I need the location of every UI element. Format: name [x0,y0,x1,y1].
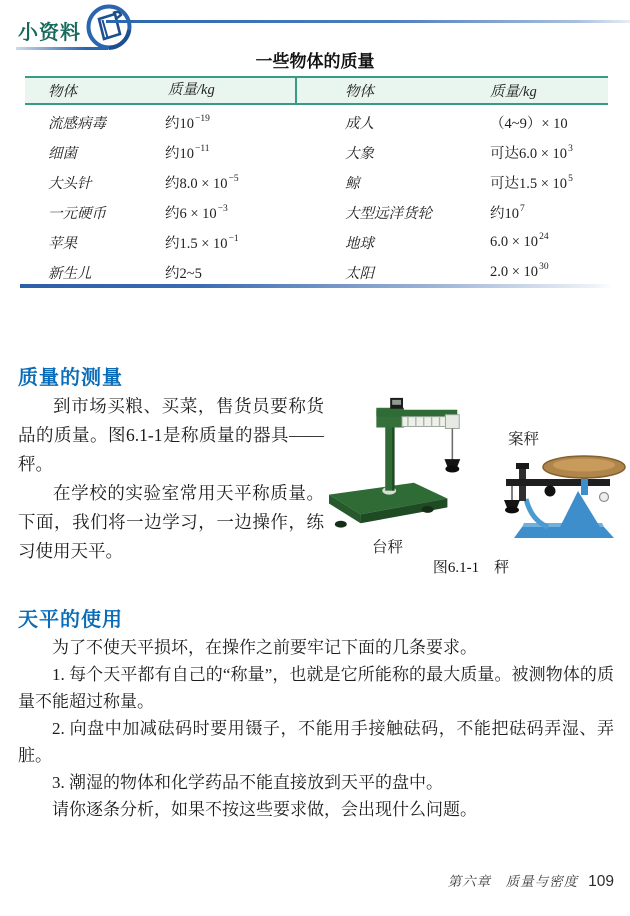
table-cell-object: 一元硬币 [48,205,106,222]
table-cell-mass: 约$1.5 \times 10^{-1}$ [165,233,239,252]
section-heading-mass-measurement: 质量的测量 [18,366,123,389]
table-cell-mass: 约$10^7$ [490,203,525,222]
table-cell-object: 细菌 [48,145,77,162]
table-cell-object: 苹果 [48,235,77,252]
column-header: 物体 [345,84,374,100]
section-2-text [18,634,614,823]
table-row [25,107,608,137]
table-row [25,167,608,197]
table-cell-object: 鲸 [345,175,360,192]
table-cell-mass: 约$6 \times 10^{-3}$ [165,203,228,222]
platform-scale-image [326,390,480,540]
column-header: 物体 [48,84,77,100]
mass-table-rows [25,105,608,287]
table-cell-mass: 约$8.0 \times 10^{-5}$ [165,173,239,192]
table-cell-mass: 约2~5 [165,265,202,282]
paragraph: 2. 向盘中加减砝码时要用镊子，不能用手接触砝码，不能把砝码弄湿、弄脏。 [18,719,614,765]
paragraph: 为了不使天平损坏，在操作之前要牢记下面的几条要求。 [52,638,477,657]
booklet-icon [86,4,132,50]
table-row [25,137,608,167]
table-title: 一些物体的质量 [255,52,375,71]
column-header: 质量/kg [490,84,537,100]
section-1-text [18,392,324,566]
table-cell-mass: 可达$1.5 \times 10^5$ [490,173,573,192]
table-header-row [25,76,608,105]
column-header: 质量/kg [145,78,297,103]
table-cell-mass: 约$10^{-19}$ [165,113,210,132]
table-row [25,197,608,227]
section-divider-line [20,284,612,288]
paragraph: 到市场买粮、买菜，售货员要称货品的质量。图6.1-1是称质量的器具——秤。 [18,396,324,474]
header-rule-line [106,20,630,23]
counter-scale-label: 案秤 [508,431,540,448]
mass-table [25,76,608,287]
paragraph: 1. 每个天平都有自己的“称量”，也就是它所能称的最大质量。被测物体的质量不能超过称量。 [18,665,614,711]
page-footer [448,870,614,891]
paragraph: 请你逐条分析，如果不按这些要求做，会出现什么问题。 [52,800,477,819]
table-cell-mass: $2.0 \times 10^{30}$ [490,262,549,280]
page-number: 109 [588,873,614,890]
table-cell-object: 地球 [345,235,374,252]
table-row [25,257,608,287]
table-cell-mass: 约$10^{-11}$ [165,143,210,162]
table-cell-object: 流感病毒 [48,115,106,132]
figure-caption: 图6.1-1 秤 [432,560,510,576]
table-cell-mass: 可达$6.0 \times 10^3$ [490,143,573,162]
section-heading-balance-use: 天平的使用 [18,608,123,631]
sidebar-badge-label: 小资料 [18,22,81,44]
table-cell-object: 成人 [345,115,374,132]
counter-scale-image [486,441,628,543]
table-cell-mass: $6.0 \times 10^{24}$ [490,232,549,250]
table-cell-object: 大型远洋货轮 [345,205,432,222]
chapter-title: 第六章 质量与密度 [447,874,579,889]
table-row [25,227,608,257]
paragraph: 在学校的实验室常用天平称质量。下面，我们将一边学习，一边操作，练习使用天平。 [18,483,324,561]
table-cell-mass: （4~9）× 10 [490,115,568,132]
table-cell-object: 大头针 [48,175,92,192]
table-cell-object: 太阳 [345,265,374,282]
paragraph: 3. 潮湿的物体和化学药品不能直接放到天平的盘中。 [52,773,443,792]
table-cell-object: 大象 [345,145,374,162]
platform-scale-label: 台秤 [372,539,404,556]
table-cell-object: 新生儿 [48,265,92,282]
